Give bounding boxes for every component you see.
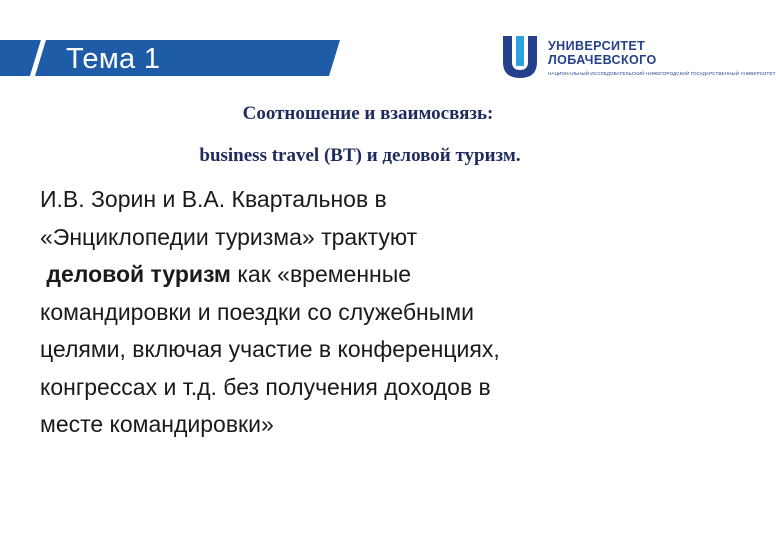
body-paragraph	[40, 181, 700, 444]
body-line-3-rest: как «временные	[230, 261, 412, 287]
body-line-3	[40, 256, 700, 294]
body-line-1: И.В. Зорин и В.А. Квартальнов в	[40, 186, 387, 212]
body-line-2: «Энциклопедии туризма» трактуют	[40, 223, 418, 250]
term-business-tourism: деловой туризм	[46, 261, 231, 287]
topic-band	[0, 40, 340, 76]
heading-line2: business travel (BT) и деловой туризм.	[199, 145, 521, 166]
logo-name-line2: ЛОБАЧЕВСКОГО	[548, 53, 657, 67]
body-line-7: месте командировки»	[40, 411, 274, 437]
logo-subtitle: НАЦИОНАЛЬНЫЙ ИССЛЕДОВАТЕЛЬСКИЙ НИЖЕГОРОДСКИЙ ГОСУДАРСТВЕННЫЙ УНИВЕРСИТЕТ	[548, 71, 776, 76]
heading-line1: Соотношение и взаимосвязь:	[242, 103, 494, 124]
body-line-4: командировки и поездки со служебными	[40, 298, 474, 325]
university-logo	[500, 34, 776, 80]
body-line-5: целями, включая участие в конференциях,	[40, 336, 500, 362]
topic-band-shape	[0, 40, 340, 76]
logo-name	[548, 39, 657, 67]
university-emblem-icon	[500, 34, 540, 80]
topic-title: Тема 1	[66, 43, 161, 75]
body-line-6: конгрессах и т.д. без получения доходов в	[40, 373, 491, 400]
logo-name-line1: УНИВЕРСИТЕТ	[548, 39, 646, 53]
